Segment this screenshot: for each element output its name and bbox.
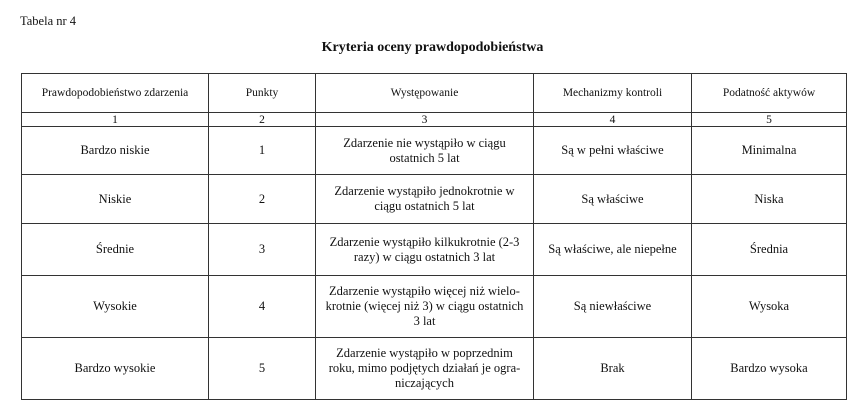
document-title: Kryteria oceny prawdopodobieństwa [321,40,544,55]
column-header-vulnerability: Podatność aktywów [692,74,847,113]
probability-cell: Średnie [22,224,209,276]
vulnerability-cell: Bardzo wysoka [692,338,847,400]
column-number: 5 [692,113,847,127]
column-number: 2 [209,113,316,127]
probability-criteria-table [21,73,847,400]
vulnerability-cell: Średnia [692,224,847,276]
occurrence-cell: Zdarzenie wystąpiło jednokrotnie w ciągu ostatnich 5 lat [316,175,534,224]
controls-cell: Są właściwe [534,175,692,224]
table-row [22,338,847,400]
probability-cell: Bardzo wysokie [22,338,209,400]
probability-cell: Niskie [22,175,209,224]
column-header-probability: Prawdopodobieństwo zdarzenia [22,74,209,113]
table-row [22,276,847,338]
column-number-row [22,113,847,127]
controls-cell: Są właściwe, ale niepełne [534,224,692,276]
vulnerability-cell: Niska [692,175,847,224]
vulnerability-cell: Minimalna [692,127,847,175]
controls-cell: Brak [534,338,692,400]
points-cell: 4 [209,276,316,338]
table-row [22,175,847,224]
vulnerability-cell: Wysoka [692,276,847,338]
header-row [22,74,847,113]
controls-cell: Są w pełni właściwe [534,127,692,175]
controls-cell: Są niewłaściwe [534,276,692,338]
occurrence-cell: Zdarzenie wystąpiło więcej niż wielo-krotnie (więcej niż 3) w ciągu ostatnich 3 lat [316,276,534,338]
column-number: 3 [316,113,534,127]
occurrence-cell: Zdarzenie wystąpiło w poprzednim roku, mimo podjętych działań je ogra-niczających [316,338,534,400]
table-row [22,224,847,276]
column-number: 4 [534,113,692,127]
points-cell: 5 [209,338,316,400]
probability-cell: Wysokie [22,276,209,338]
column-header-points: Punkty [209,74,316,113]
points-cell: 1 [209,127,316,175]
table-number: Tabela nr 4 [20,14,77,28]
column-number: 1 [22,113,209,127]
occurrence-cell: Zdarzenie wystąpiło kilkukrotnie (2-3 razy) w ciągu ostatnich 3 lat [316,224,534,276]
points-cell: 2 [209,175,316,224]
points-cell: 3 [209,224,316,276]
occurrence-cell: Zdarzenie nie wystąpiło w ciągu ostatnich 5 lat [316,127,534,175]
table-row [22,127,847,175]
column-header-occurrence: Występowanie [316,74,534,113]
column-header-controls: Mechanizmy kontroli [534,74,692,113]
probability-cell: Bardzo niskie [22,127,209,175]
